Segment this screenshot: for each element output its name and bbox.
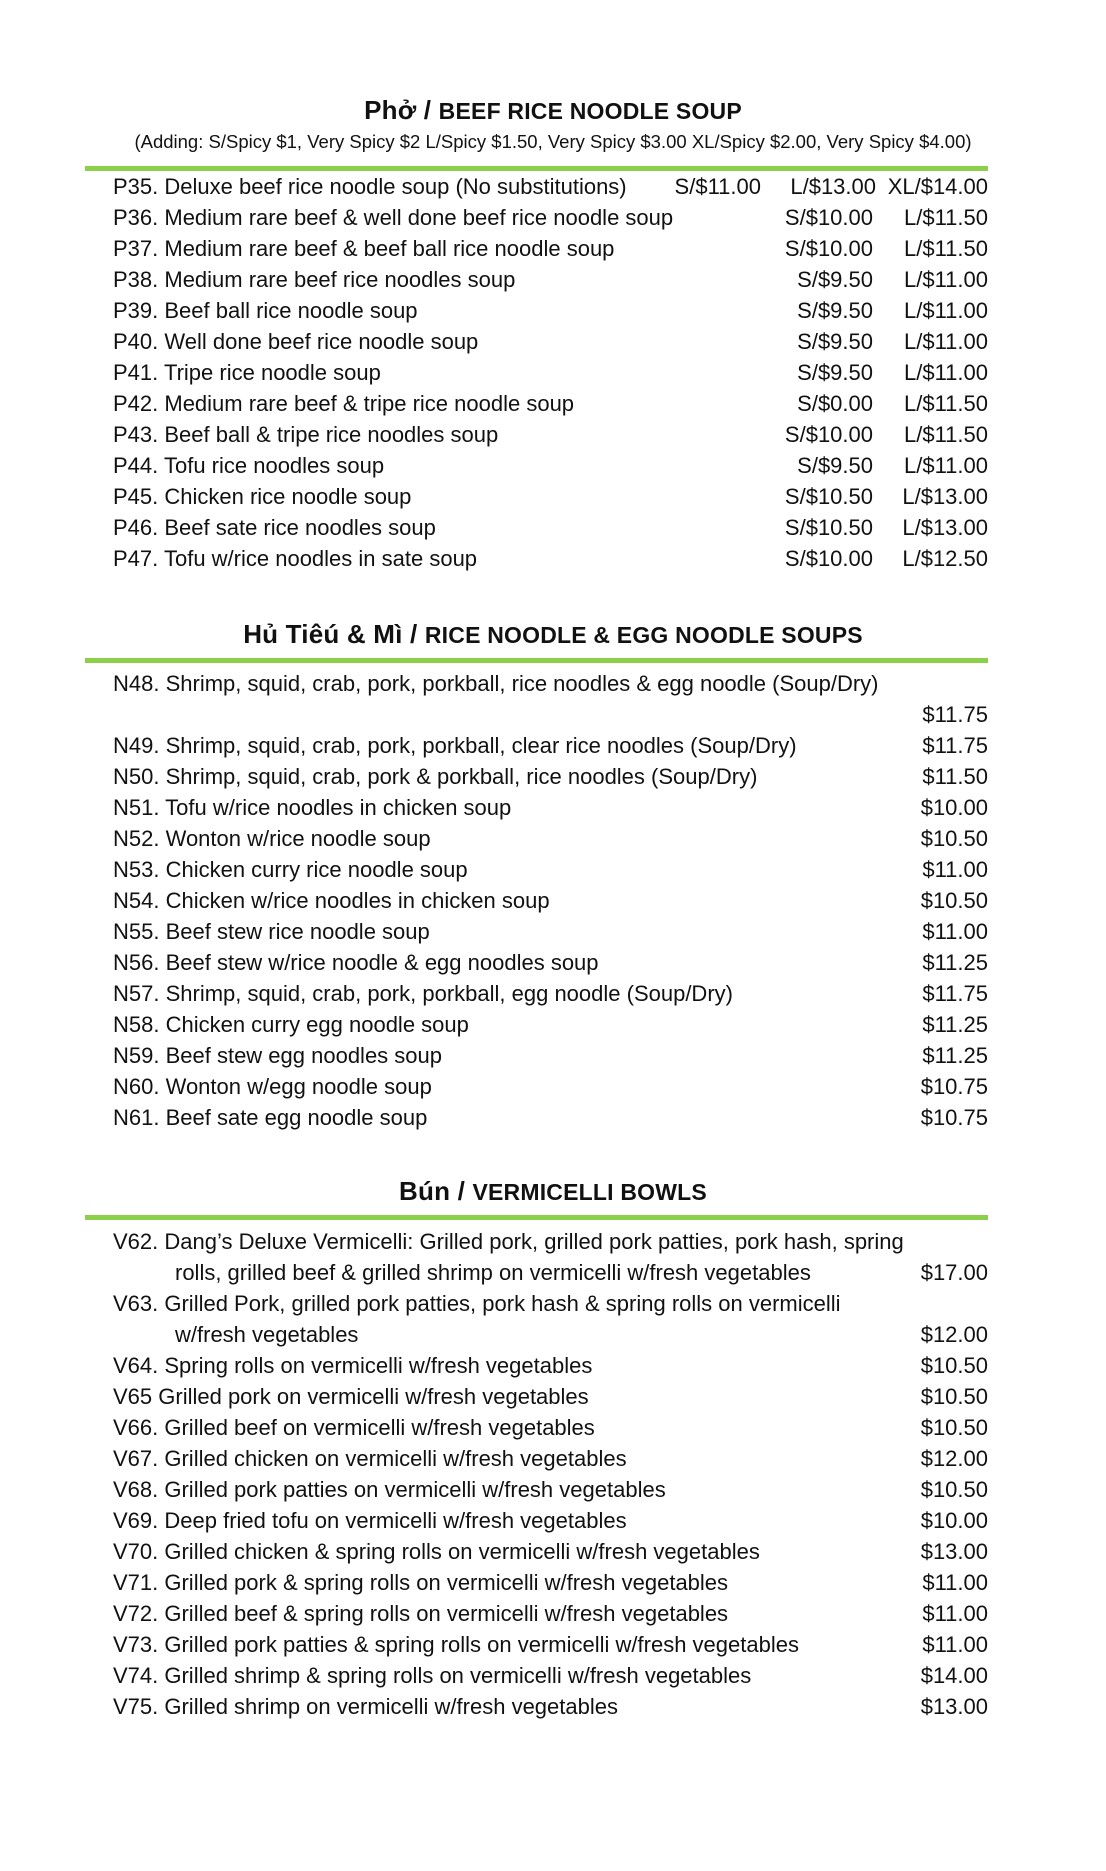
item-name: P47. Tofu w/rice noodles in sate soup	[113, 546, 478, 571]
menu-item-row	[113, 1443, 988, 1474]
price-small: S/$10.50	[784, 484, 873, 509]
menu-item-row	[113, 1071, 988, 1102]
item-name: P41. Tripe rice noodle soup	[113, 360, 381, 385]
menu-item-row	[113, 326, 988, 357]
price-small: S/$9.50	[797, 329, 873, 354]
price-large: L/$12.50	[902, 546, 988, 571]
item-name: V72. Grilled beef & spring rolls on vermicelli w/fresh vegetables	[113, 1601, 729, 1626]
item-name: N55. Beef stew rice noodle soup	[113, 919, 430, 944]
item-name: V69. Deep fried tofu on vermicelli w/fresh vegetables	[113, 1508, 627, 1533]
item-name: V62. Dang’s Deluxe Vermicelli: Grilled pork, grilled pork patties, pork hash, spring	[113, 1229, 904, 1254]
item-name: P42. Medium rare beef & tripe rice noodle soup	[113, 391, 575, 416]
item-name: P37. Medium rare beef & beef ball rice noodle soup	[113, 236, 615, 261]
item-name-continued: rolls, grilled beef & grilled shrimp on vermicelli w/fresh vegetables	[175, 1260, 811, 1285]
item-name: P35. Deluxe beef rice noodle soup (No substitutions)	[113, 174, 627, 199]
item-name: V67. Grilled chicken on vermicelli w/fresh vegetables	[113, 1446, 627, 1471]
price-large: L/$11.50	[903, 391, 988, 416]
item-name: P43. Beef ball & tripe rice noodles soup	[113, 422, 499, 447]
menu-item-row	[113, 1288, 988, 1319]
menu-item-row	[113, 823, 988, 854]
menu-item-row	[113, 1505, 988, 1536]
menu-item-row	[113, 1350, 988, 1381]
price-large: L/$11.50	[903, 236, 988, 261]
menu-item-continuation	[113, 1319, 988, 1350]
item-name: N59. Beef stew egg noodles soup	[113, 1043, 443, 1068]
item-name: V71. Grilled pork & spring rolls on vermicelli w/fresh vegetables	[113, 1570, 729, 1595]
item-name: N60. Wonton w/egg noodle soup	[113, 1074, 432, 1099]
price-xlarge: XL/$14.00	[887, 174, 988, 199]
hutieu-section	[0, 617, 1106, 651]
hutieu-title	[0, 617, 1106, 651]
price-large: L/$11.00	[903, 329, 988, 354]
menu-item-row	[113, 1474, 988, 1505]
price-small: S/$9.50	[797, 267, 873, 292]
pho-title	[0, 93, 1106, 127]
item-name: P44. Tofu rice noodles soup	[113, 453, 385, 478]
item-price: $11.00	[922, 1632, 988, 1657]
item-price: $11.25	[922, 950, 988, 975]
item-name: N54. Chicken w/rice noodles in chicken soup	[113, 888, 550, 913]
menu-item-row	[113, 1567, 988, 1598]
price-large: L/$11.50	[903, 422, 988, 447]
item-name: N61. Beef sate egg noodle soup	[113, 1105, 428, 1130]
menu-item-row	[113, 357, 988, 388]
price-large: L/$11.00	[903, 360, 988, 385]
item-price: $12.00	[920, 1446, 988, 1471]
menu-item-row	[113, 1660, 988, 1691]
price-small: S/$10.00	[784, 236, 873, 261]
item-name: N48. Shrimp, squid, crab, pork, porkball, rice noodles & egg noodle (Soup/Dry)	[113, 671, 879, 696]
item-price: $11.00	[922, 1570, 988, 1595]
item-price: $10.50	[920, 1353, 988, 1378]
item-name: P36. Medium rare beef & well done beef rice noodle soup	[113, 205, 674, 230]
item-price: $13.00	[920, 1694, 988, 1719]
menu-item-row	[113, 1412, 988, 1443]
item-name-continued: w/fresh vegetables	[175, 1322, 359, 1347]
pho-title-vn: Phở /	[364, 95, 432, 125]
menu-item-row	[113, 419, 988, 450]
item-name: N51. Tofu w/rice noodles in chicken soup	[113, 795, 512, 820]
price-small: S/$10.00	[784, 205, 873, 230]
bun-item-list	[113, 1226, 988, 1722]
menu-item-row	[113, 1536, 988, 1567]
menu-item-row	[113, 512, 988, 543]
bun-divider	[85, 1215, 988, 1220]
menu-item-row	[113, 450, 988, 481]
item-name: P45. Chicken rice noodle soup	[113, 484, 412, 509]
menu-item-row	[113, 668, 988, 699]
pho-section	[0, 93, 1106, 155]
item-name: N50. Shrimp, squid, crab, pork & porkball, rice noodles (Soup/Dry)	[113, 764, 758, 789]
menu-item-row	[113, 1102, 988, 1133]
item-name: V65 Grilled pork on vermicelli w/fresh vegetables	[113, 1384, 589, 1409]
menu-item-row	[113, 543, 988, 574]
price-small: S/$11.00	[674, 174, 761, 199]
menu-item-row	[113, 481, 988, 512]
pho-title-en: BEEF RICE NOODLE SOUP	[438, 98, 742, 124]
price-large: L/$11.00	[903, 298, 988, 323]
item-price: $10.75	[920, 1105, 988, 1130]
pho-item-list	[113, 171, 988, 574]
item-name: N49. Shrimp, squid, crab, pork, porkball, clear rice noodles (Soup/Dry)	[113, 733, 797, 758]
item-price: $11.75	[922, 981, 988, 1006]
item-price: $10.50	[920, 1477, 988, 1502]
menu-item-row	[113, 1040, 988, 1071]
item-name: N58. Chicken curry egg noodle soup	[113, 1012, 469, 1037]
item-name: V70. Grilled chicken & spring rolls on vermicelli w/fresh vegetables	[113, 1539, 760, 1564]
item-price: $10.00	[920, 1508, 988, 1533]
hutieu-divider	[85, 658, 988, 663]
item-price: $11.75	[922, 733, 988, 758]
hutieu-item-list	[113, 668, 988, 1133]
price-large: L/$13.00	[902, 515, 988, 540]
menu-item-row	[113, 295, 988, 326]
menu-item-row	[113, 264, 988, 295]
item-price: $10.75	[920, 1074, 988, 1099]
menu-item-price-row	[113, 699, 988, 730]
menu-item-row	[113, 1009, 988, 1040]
menu-item-row	[113, 730, 988, 761]
spicy-note: (Adding: S/Spicy $1, Very Spicy $2 L/Spicy $1.50, Very Spicy $3.00 XL/Spicy $2.00, Very Spicy $4.00)	[134, 131, 972, 152]
item-name: N57. Shrimp, squid, crab, pork, porkball, egg noodle (Soup/Dry)	[113, 981, 733, 1006]
menu-item-row	[113, 1381, 988, 1412]
price-small: S/$9.50	[797, 360, 873, 385]
item-name: P46. Beef sate rice noodles soup	[113, 515, 436, 540]
price-large: L/$11.00	[903, 267, 988, 292]
item-price: $11.00	[922, 857, 988, 882]
price-small: S/$0.00	[797, 391, 873, 416]
item-price: $12.00	[920, 1322, 988, 1347]
item-price: $10.50	[920, 1384, 988, 1409]
item-price: $13.00	[920, 1539, 988, 1564]
item-price: $17.00	[920, 1260, 988, 1285]
price-small: S/$9.50	[797, 453, 873, 478]
item-name: V68. Grilled pork patties on vermicelli w/fresh vegetables	[113, 1477, 666, 1502]
price-large: L/$11.50	[903, 205, 988, 230]
bun-title-en: VERMICELLI BOWLS	[472, 1179, 707, 1205]
menu-item-row	[113, 233, 988, 264]
item-name: P39. Beef ball rice noodle soup	[113, 298, 418, 323]
menu-item-row	[113, 978, 988, 1009]
menu-item-row	[113, 1598, 988, 1629]
bun-section	[0, 1174, 1106, 1208]
item-price: $11.75	[922, 702, 988, 727]
menu-item-row	[113, 388, 988, 419]
price-small: S/$9.50	[797, 298, 873, 323]
item-price: $11.00	[922, 919, 988, 944]
item-name: P40. Well done beef rice noodle soup	[113, 329, 479, 354]
menu-item-row	[113, 854, 988, 885]
price-large: L/$13.00	[790, 174, 876, 199]
item-name: V74. Grilled shrimp & spring rolls on vermicelli w/fresh vegetables	[113, 1663, 752, 1688]
menu-item-row	[113, 947, 988, 978]
menu-item-row	[113, 916, 988, 947]
item-name: V63. Grilled Pork, grilled pork patties, pork hash & spring rolls on vermicelli	[113, 1291, 841, 1316]
item-name: N56. Beef stew w/rice noodle & egg noodles soup	[113, 950, 599, 975]
price-small: S/$10.50	[784, 515, 873, 540]
item-price: $14.00	[920, 1663, 988, 1688]
price-large: L/$13.00	[902, 484, 988, 509]
item-price: $11.25	[922, 1043, 988, 1068]
menu-item-continuation	[113, 1257, 988, 1288]
item-name: V75. Grilled shrimp on vermicelli w/fresh vegetables	[113, 1694, 618, 1719]
menu-item-row	[113, 1629, 988, 1660]
bun-title-vn: Bún /	[399, 1176, 466, 1206]
menu-item-row	[113, 202, 988, 233]
menu-item-row	[113, 1226, 988, 1257]
item-price: $10.50	[920, 888, 988, 913]
menu-item-row	[113, 761, 988, 792]
menu-item-row	[113, 1691, 988, 1722]
bun-title	[0, 1174, 1106, 1208]
item-name: V66. Grilled beef on vermicelli w/fresh vegetables	[113, 1415, 595, 1440]
menu-item-row	[113, 885, 988, 916]
menu-item-row	[113, 792, 988, 823]
item-price: $11.25	[922, 1012, 988, 1037]
price-small: S/$10.00	[784, 546, 873, 571]
item-name: V73. Grilled pork patties & spring rolls on vermicelli w/fresh vegetables	[113, 1632, 799, 1657]
price-small: S/$10.00	[784, 422, 873, 447]
item-name: N52. Wonton w/rice noodle soup	[113, 826, 431, 851]
item-name: P38. Medium rare beef rice noodles soup	[113, 267, 516, 292]
item-price: $11.00	[922, 1601, 988, 1626]
item-price: $11.50	[922, 764, 988, 789]
menu-item-row	[113, 171, 988, 202]
hutieu-title-en: RICE NOODLE & EGG NOODLE SOUPS	[424, 622, 863, 648]
item-price: $10.50	[920, 826, 988, 851]
hutieu-title-vn: Hủ Tiêú & Mì /	[243, 619, 418, 649]
item-name: N53. Chicken curry rice noodle soup	[113, 857, 468, 882]
price-large: L/$11.00	[903, 453, 988, 478]
item-price: $10.00	[920, 795, 988, 820]
item-price: $10.50	[920, 1415, 988, 1440]
item-name: V64. Spring rolls on vermicelli w/fresh vegetables	[113, 1353, 593, 1378]
